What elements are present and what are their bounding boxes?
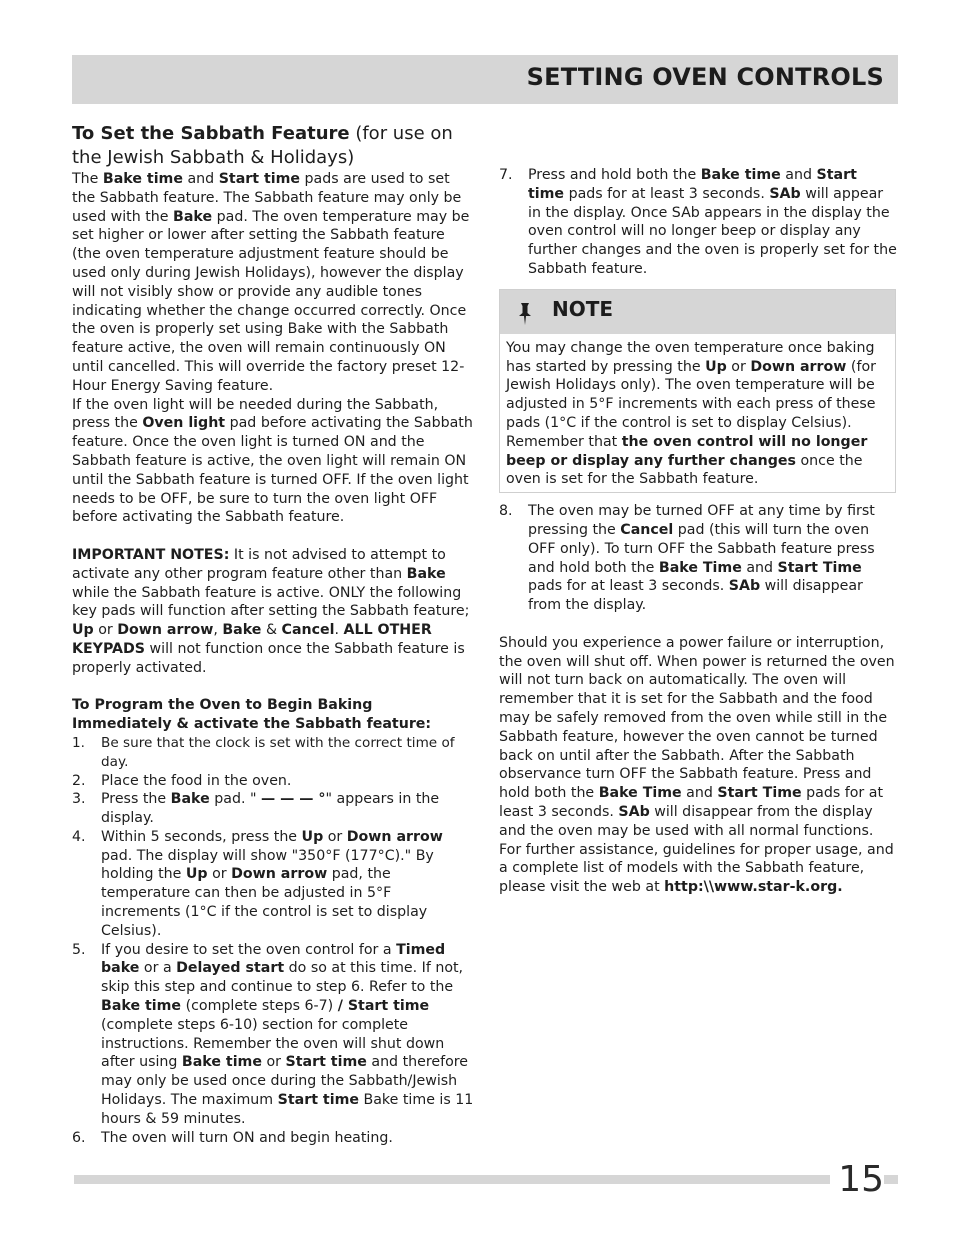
list-item: 5. If you desire to set the oven control for a Timed bake or a Delayed start do so at this time. If not, skip this step and continue to step 6. Refer to the Bake time (complete steps 6-7) / Start time (complete steps 6-10) section for complete instructions. Remember the oven will shut down after using Bake time or Start time and therefore may only be used once during the Sabbath/Jewish Holidays. The maximum Start time Bake time is 11 hours & 59 minutes. — [72, 941, 474, 1127]
left-column — [72, 122, 474, 1147]
list-item: 3. Press the Bake pad. " — — — °" appears in the display. — [72, 791, 440, 827]
list-item: 4. Within 5 seconds, press the Up or Down arrow pad. The display will show "350°F (177°C)." By holding the Up or Down arrow pad, the temperature can then be adjusted in 5°F increments (1°C if the control is set to display Celsius). — [72, 828, 443, 939]
important-notes: IMPORTANT NOTES: It is not advised to attempt to activate any other program feature other than Bake while the Sabbath feature is active. ONLY the following key pads will function after setting the Sabbath feature; Up or Down arrow, Bake & Cancel. ALL OTHER KEYPADS will not function once the Sabbath feature is properly activated. — [72, 546, 470, 676]
section-heading — [72, 122, 474, 170]
power-failure-paragraph: Should you experience a power failure or interruption, the oven will shut off. When power is returned the oven will not turn back on automatically. The oven will remember that it is set for the Sabbath and the food may be safely removed from the oven while still in the Sabbath feature, however the oven cannot be turned back on until after the Sabbath. After the Sabbath observance turn OFF the Sabbath feature. Press and hold both the Bake Time and Start Time pads for at least 3 seconds. SAb will disappear from the display and the oven may be used with all normal functions. For further assistance, guidelines for proper usage, and a complete list of models with the Sabbath feature, please visit the web at http:\\www.star-k.org. — [499, 634, 895, 896]
steps-list — [72, 734, 474, 1148]
note-body: You may change the oven temperature once baking has started by pressing the Up or Down arrow (for Jewish Holidays only). The oven temperature will be adjusted in 5°F increments with each press of these pads (1°C if the control is set to display Celsius). Remember that the oven control will no longer beep or display any further changes once the oven is set for the Sabbath feature. — [506, 339, 876, 488]
footer-bar — [74, 1175, 898, 1184]
right-column — [499, 166, 897, 897]
intro-paragraph: The Bake time and Start time pads are used to set the Sabbath feature. The Sabbath feature may only be used with the Bake pad. The oven temperature may be set higher or lower after setting the Sabbath feature (the oven temperature adjustment feature should be used only during Jewish Holidays), however the display will not visibly show or provide any audible tones indicating whether the change occurred correctly. Once the oven is properly set using Bake with the Sabbath feature active, the oven will remain continuously ON until cancelled. This will override the factory preset 12-Hour Energy Saving feature. — [72, 171, 470, 394]
list-item: 6. The oven will turn ON and begin heating. — [72, 1129, 393, 1146]
page-title: SETTING OVEN CONTROLS — [526, 63, 884, 91]
section-heading-bold: To Set the Sabbath Feature — [72, 123, 350, 144]
note-box — [499, 289, 896, 493]
note-title: NOTE — [552, 296, 614, 321]
list-item: 2. Place the food in the oven. — [72, 772, 292, 789]
pushpin-icon — [514, 302, 536, 326]
steps-list-continued — [499, 166, 897, 279]
list-item: 8. The oven may be turned OFF at any time by first pressing the Cancel pad (this will turn the oven OFF only). To turn OFF the Sabbath feature press and hold both the Bake Time and Start Time pads for at least 3 seconds. SAb will disappear from the display. — [499, 503, 875, 614]
section-heading-sub: (for use on the Jewish Sabbath & Holidays) — [72, 123, 453, 168]
star-k-link[interactable]: http:\\www.star-k.org. — [664, 879, 843, 896]
steps-list-final — [499, 502, 897, 615]
page-number: 15 — [830, 1160, 884, 1200]
note-header — [500, 290, 895, 334]
header-bar — [72, 55, 898, 104]
oven-light-paragraph: If the oven light will be needed during the Sabbath, press the Oven light pad before activating the Sabbath feature. Once the oven light is turned ON and the Sabbath feature is active, the oven light will remain ON until the Sabbath feature is turned OFF. If the oven light needs to be OFF, be sure to turn the oven light OFF before activating the Sabbath feature. — [72, 396, 473, 526]
list-item: 1. Be sure that the clock is set with the correct time of day. — [72, 734, 455, 770]
list-item: 7. Press and hold both the Bake time and Start time pads for at least 3 seconds. SAb will appear in the display. Once SAb appears in the display the oven control will no longer beep or display any further changes and the oven is properly set for the Sabbath feature. — [499, 167, 897, 277]
procedure-subheading: To Program the Oven to Begin Baking Immediately & activate the Sabbath feature: — [72, 697, 432, 733]
